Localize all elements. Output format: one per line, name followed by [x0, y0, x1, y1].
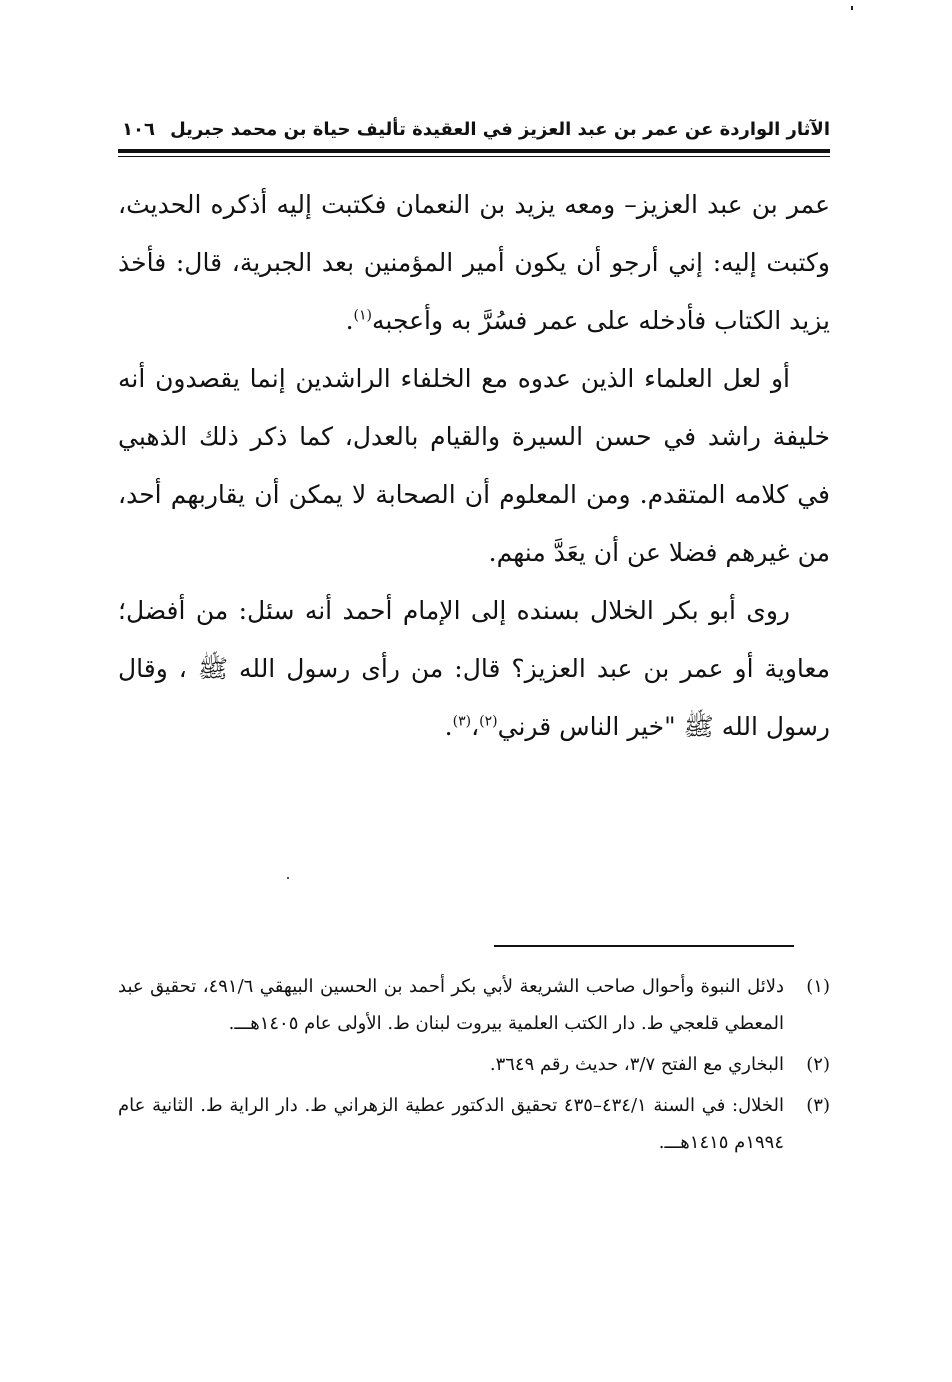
- scan-speck: [287, 877, 289, 879]
- paragraph-separator: ،: [471, 712, 480, 741]
- header-rule-thin: [118, 156, 830, 157]
- footnote-marker: (٣): [806, 1095, 830, 1116]
- footnote: [118, 1087, 830, 1161]
- paragraph-end-punctuation: .: [444, 712, 453, 741]
- footnote-text: الخلال: في السنة ٤٣٤/١–٤٣٥ تحقيق الدكتور عطية الزهراني ط. دار الراية ط. الثانية عام ١٩٩٤م ١٤١٥هـــ.: [118, 1095, 785, 1153]
- running-header-title: الآثار الواردة عن عمر بن عبد العزيز في العقيدة تأليف حياة بن محمد جبريل: [170, 119, 830, 140]
- paragraph: [118, 582, 830, 756]
- footnote-text: دلائل النبوة وأحوال صاحب الشريعة لأبي بكر أحمد بن الحسين البيهقي ٤٩١/٦، تحقيق عبد المعطي قلعجي ط. دار الكتب العلمية بيروت لبنان ط. الأولى عام ١٤٠٥هـــ.: [118, 976, 784, 1034]
- footnote: [118, 968, 830, 1042]
- footnote-reference: (٣): [452, 713, 472, 730]
- header-rule-thick: [118, 149, 830, 153]
- paragraph-text: روى أبو بكر الخلال بسنده إلى الإمام أحمد أنه سئل: من أفضل؛ معاوية أو عمر بن عبد العزيز؟ قال: من رأى رسول الله ﷺ ، وقال رسول الله ﷺ "خير الناس قرني: [118, 596, 830, 741]
- paragraph-text: أو لعل العلماء الذين عدوه مع الخلفاء الراشدين إنما يقصدون أنه خليفة راشد في حسن السيرة والقيام بالعدل، كما ذكر ذلك الذهبي في كلامه المتقدم. ومن المعلوم أن الصحابة لا يمكن أن يقاربهم أحد، من غيرهم فضلا عن أن يعَدَّ منهم.: [118, 364, 830, 567]
- footnote-marker: (٢): [806, 1054, 830, 1075]
- footnote-reference: (١): [353, 307, 373, 324]
- paragraph: [118, 350, 830, 582]
- running-header: [118, 112, 830, 148]
- footnote-marker: (١): [806, 976, 830, 997]
- scan-corner-mark: [851, 6, 853, 10]
- footnote: [118, 1046, 830, 1083]
- footnotes: [118, 968, 830, 1165]
- paragraph-end-punctuation: .: [345, 306, 354, 335]
- page-number: ١٠٦: [122, 119, 155, 140]
- paragraph: [118, 176, 830, 350]
- main-text-body: [118, 176, 830, 756]
- footnote-reference: (٢): [479, 713, 498, 730]
- footnote-separator: [494, 945, 794, 947]
- footnote-text: البخاري مع الفتح ٣/٧، حديث رقم ٣٦٤٩.: [489, 1054, 784, 1075]
- paragraph-text: عمر بن عبد العزيز– ومعه يزيد بن النعمان فكتبت إليه أذكره الحديث، وكتبت إليه: إني أرجو أن يكون أمير المؤمنين بعد الجبرية، قال: فأخذ يزيد الكتاب فأدخله على عمر فسُرَّ به وأعجبه: [118, 190, 830, 335]
